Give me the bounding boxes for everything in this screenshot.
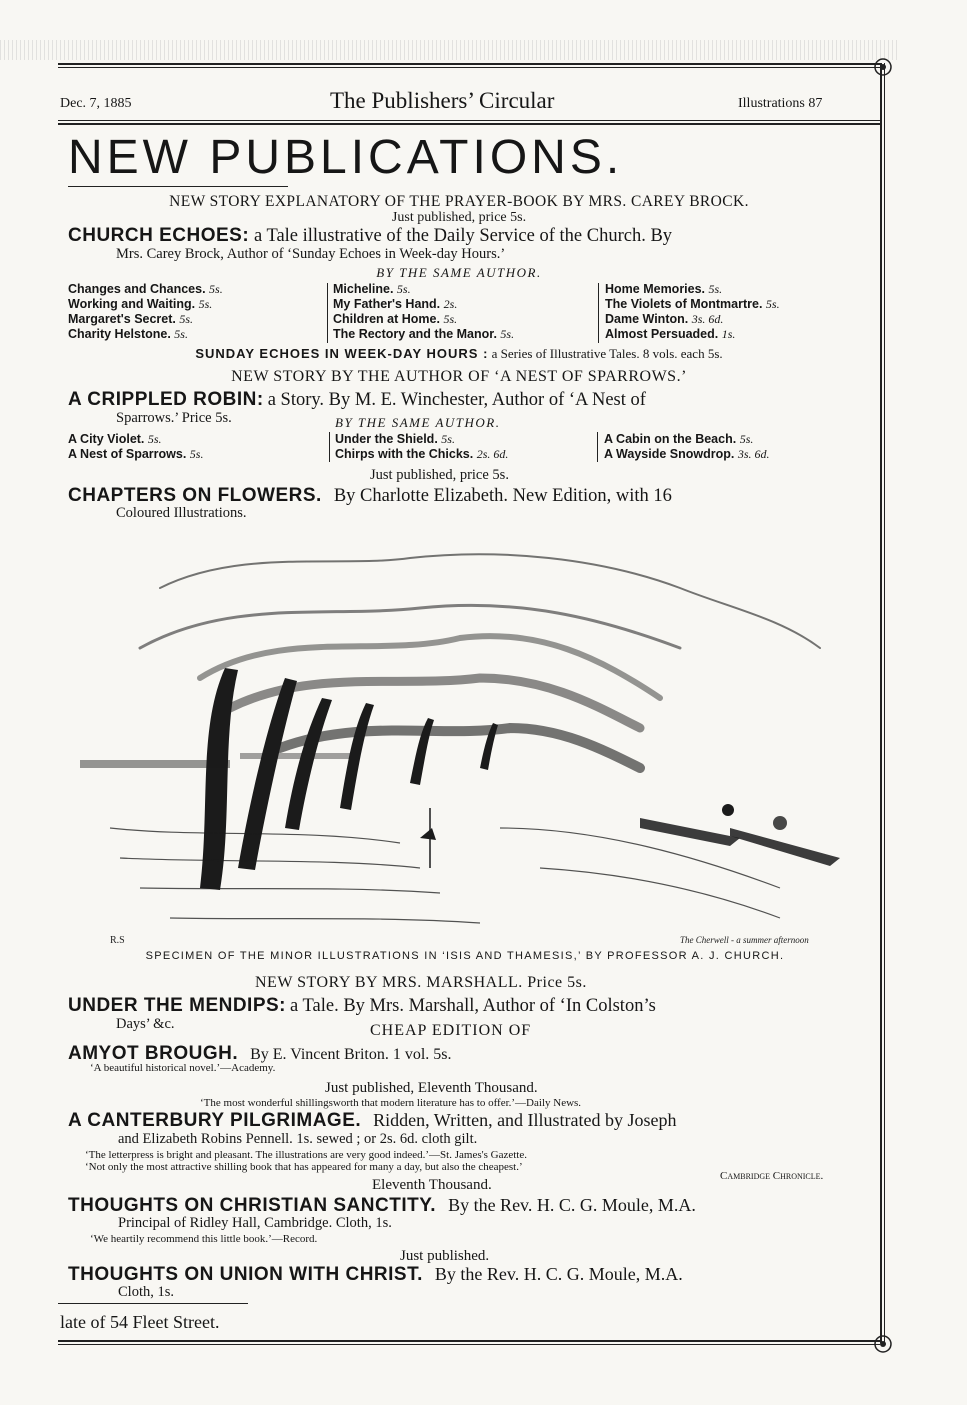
cheap-edition: CHEAP EDITION OF [370, 1022, 532, 1039]
sanctity-cloth: Principal of Ridley Hall, Cambridge. Cloth, 1s. [118, 1215, 392, 1231]
issue-date: Dec. 7, 1885 [60, 96, 132, 111]
robin-list-col2: Under the Shield. 5s. Chirps with the Chicks. 2s. 6d. [335, 432, 509, 461]
bottom-rule-thin [58, 1344, 880, 1345]
amyot-title: AMYOT BROUGH. [68, 1043, 239, 1064]
page-section: Illustrations 87 [738, 96, 823, 111]
sanctity-edition: Eleventh Thousand. [372, 1177, 492, 1193]
church-list-col1: Changes and Chances. 5s. Working and Waiting. 5s. Margaret's Secret. 5s. Charity Helstone. 5s. [68, 282, 223, 341]
canterbury-quote-gazette: ‘The letterpress is bright and pleasant. The illustrations are very good indeed.’—St. James's Gazette. [85, 1149, 527, 1161]
canterbury-quote-chronicle: ‘Not only the most attractive shilling book that has appeared for many a day, but also the cheapest.’ [85, 1161, 523, 1173]
crippled-robin-price: Sparrows.’ Price 5s. [116, 410, 232, 426]
crippled-robin-intro: NEW STORY BY THE AUTHOR OF ‘A NEST OF SPARROWS.’ [231, 368, 687, 385]
union-desc: By the Rev. H. C. G. Moule, M.A. [434, 1264, 683, 1284]
top-rule [58, 63, 880, 65]
headline-underline [68, 186, 288, 187]
flowers-desc: By Charlotte Elizabeth. New Edition, with 16 [333, 486, 672, 506]
ornament-top-icon [870, 56, 896, 78]
column-divider [329, 432, 330, 462]
robin-list-col3: A Cabin on the Beach. 5s. A Wayside Snowdrop. 3s. 6d. [604, 432, 770, 461]
mendips-title: UNDER THE MENDIPS: [68, 995, 287, 1016]
church-echoes-published: Just published, price 5s. [391, 210, 527, 225]
sunday-echoes-line [68, 346, 850, 362]
column-divider [327, 283, 328, 343]
illustration-initials: R.S [110, 935, 125, 946]
church-list-col3: Home Memories. 5s. The Violets of Montmartre. 5s. Dame Winton. 3s. 6d. Almost Persuaded. 1s. [605, 282, 780, 341]
canterbury-published: Just published, Eleventh Thousand. [325, 1080, 538, 1096]
sanctity-quote: ‘We heartily recommend this little book.’—Record. [90, 1233, 318, 1245]
mendips-days: Days’ &c. [116, 1016, 175, 1032]
top-rule-thin [58, 67, 880, 68]
header-rule-thick [58, 123, 880, 125]
union-entry [68, 1262, 868, 1288]
flowers-published: Just published, price 5s. [370, 467, 509, 483]
union-title: THOUGHTS ON UNION WITH CHRIST. [68, 1264, 423, 1285]
river-illustration [80, 528, 880, 948]
robin-list-col1: A City Violet. 5s. A Nest of Sparrows. 5s. [68, 432, 204, 461]
footer-rule [58, 1303, 248, 1304]
sunday-echoes-desc: a Series of Illustrative Tales. 8 vols. each 5s. [491, 346, 723, 361]
mendips-desc: a Tale. By Mrs. Marshall, Author of ‘In Colston’s [290, 996, 656, 1016]
church-echoes-author: Mrs. Carey Brock, Author of ‘Sunday Echoes in Week-day Hours.’ [116, 246, 506, 262]
mendips-intro: NEW STORY BY MRS. MARSHALL. Price 5s. [255, 974, 587, 991]
bottom-rule [58, 1340, 880, 1342]
canterbury-authors: and Elizabeth Robins Pennell. 1s. sewed ; or 2s. 6d. cloth gilt. [118, 1131, 478, 1147]
amyot-desc: By E. Vincent Briton. 1 vol. 5s. [250, 1046, 452, 1063]
mendips-entry [68, 994, 868, 1019]
amyot-quote: ‘A beautiful historical novel.’—Academy. [90, 1062, 276, 1074]
header-rule [58, 120, 880, 121]
sanctity-title: THOUGHTS ON CHRISTIAN SANCTITY. [68, 1195, 437, 1216]
right-frame-rule-thin [884, 63, 885, 1343]
church-echoes-intro: NEW STORY EXPLANATORY OF THE PRAYER-BOOK BY MRS. CAREY BROCK. [169, 193, 749, 210]
scan-noise [0, 40, 900, 60]
union-cloth: Cloth, 1s. [118, 1284, 174, 1300]
illustration-signature: The Cherwell - a summer afternoon [680, 935, 809, 945]
right-frame-rule [880, 63, 882, 1343]
church-echoes-entry [68, 224, 868, 248]
robin-same-author: BY THE SAME AUTHOR. [335, 415, 501, 430]
canterbury-quote-chronicle-source: Cambridge Chronicle. [720, 1170, 824, 1182]
canterbury-quote-daily-news: ‘The most wonderful shillingsworth that modern literature has to offer.’—Daily News. [200, 1097, 582, 1109]
ornament-bottom-icon [870, 1333, 896, 1355]
canterbury-title: A CANTERBURY PILGRIMAGE. [68, 1110, 362, 1131]
crippled-robin-desc: a Story. By M. E. Winchester, Author of ‘A Nest of [267, 390, 646, 410]
column-divider [598, 283, 599, 343]
publication-title: The Publishers’ Circular [330, 88, 555, 113]
sanctity-desc: By the Rev. H. C. G. Moule, M.A. [448, 1195, 696, 1215]
church-echoes-title: CHURCH ECHOES: [68, 225, 250, 246]
church-echoes-desc: a Tale illustrative of the Daily Service of the Church. By [253, 226, 673, 246]
flowers-illustrations: Coloured Illustrations. [116, 505, 247, 521]
flowers-title: CHAPTERS ON FLOWERS. [68, 485, 322, 506]
crippled-robin-title: A CRIPPLED ROBIN: [68, 389, 264, 410]
illustration-caption: SPECIMEN OF THE MINOR ILLUSTRATIONS IN ‘ISIS AND THAMESIS,’ BY PROFESSOR A. J. CHURCH. [145, 950, 785, 962]
union-published: Just published. [400, 1248, 490, 1264]
church-list-col2: Micheline. 5s. My Father's Hand. 2s. Children at Home. 5s. The Rectory and the Manor. 5s. [333, 282, 515, 341]
canterbury-desc: Ridden, Written, and Illustrated by Joseph [373, 1110, 677, 1130]
sunday-echoes-title: SUNDAY ECHOES IN WEEK-DAY HOURS : [195, 346, 489, 361]
footer-address: late of 54 Fleet Street. [60, 1312, 220, 1332]
church-same-author: BY THE SAME AUTHOR. [376, 265, 542, 280]
headline: NEW PUBLICATIONS. [68, 131, 624, 184]
column-divider [597, 432, 598, 462]
